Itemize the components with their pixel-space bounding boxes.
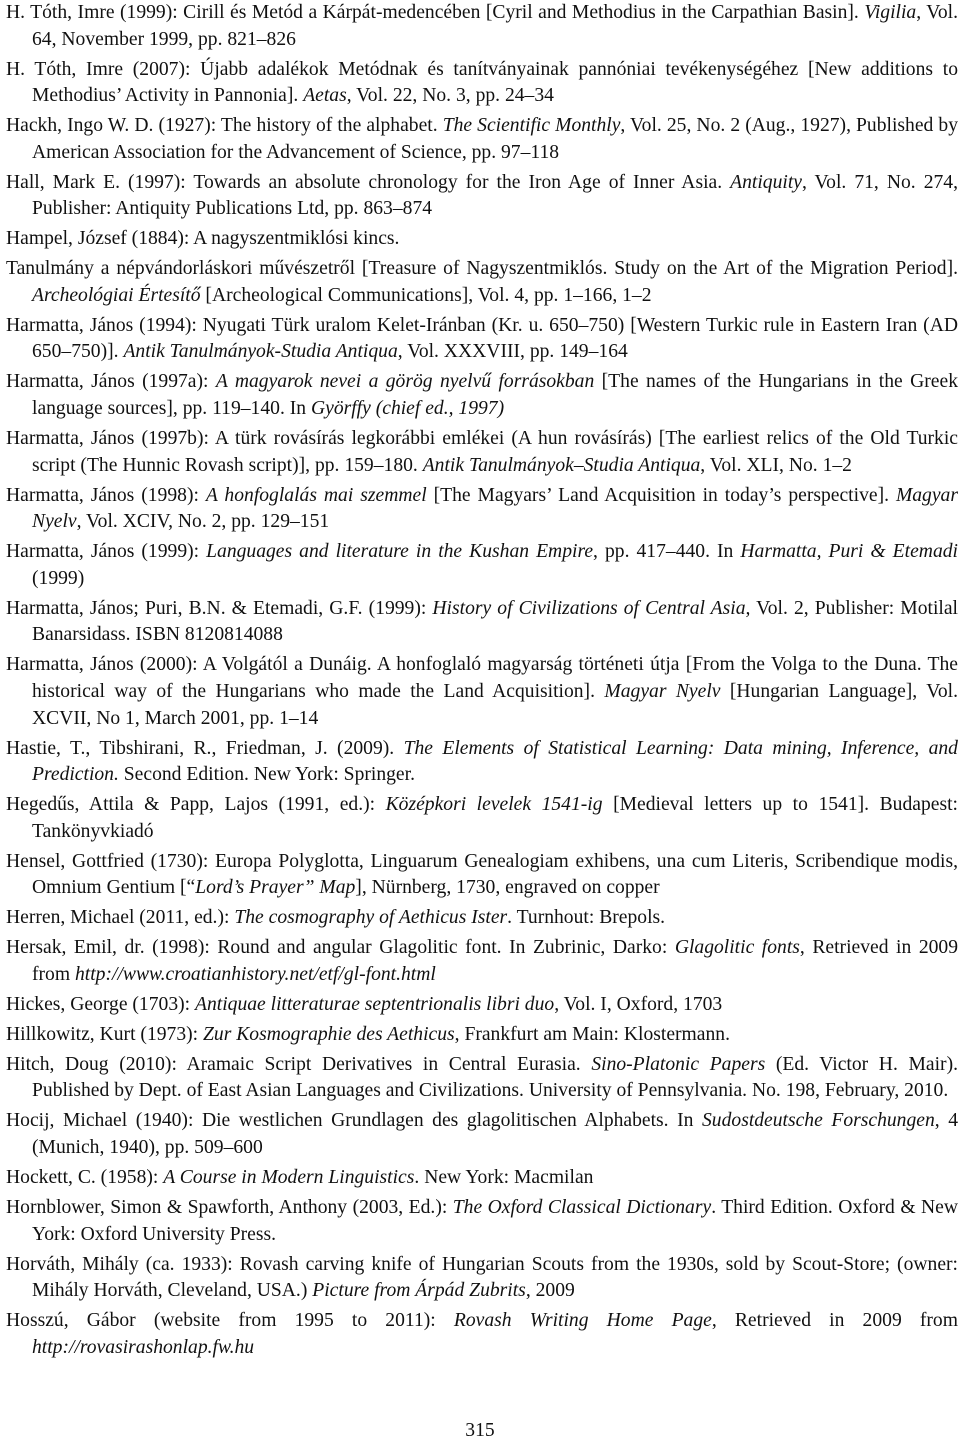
reference-italic-text: Sudostdeutsche Forschungen [702, 1110, 935, 1132]
reference-text: Hickes, George (1703): [6, 993, 195, 1015]
reference-text: H. Tóth, Imre (1999): Cirill és Metód a Kárpát-medencében [Cyril and Methodius in the Carpathian Basin]. [6, 2, 865, 23]
reference-entry [6, 256, 958, 309]
reference-entry [6, 935, 958, 988]
reference-text: Harmatta, János (2000): A Volgától a Dunáig. A honfoglaló magyarság történeti útja [From the Volga to the Duna. The historical way of the Hungarians who made the Land Acquisition]. [6, 654, 958, 702]
reference-italic-text: The cosmography of Aethicus Ister [234, 907, 508, 929]
reference-italic-text: Archeológiai Értesítő [32, 284, 201, 306]
reference-text: Second Edition. New York: Springer. [118, 764, 415, 786]
reference-text: , Vol. XXXVIII, pp. 149–164 [397, 341, 628, 363]
reference-entry [6, 0, 958, 53]
reference-text: , Vol. 64, November 1999, pp. 821–826 [32, 2, 958, 50]
reference-italic-text: Antik Tanulmányok-Studia Antiqua [123, 341, 398, 363]
reference-text: Harmatta, János; Puri, B.N. & Etemadi, G.F. (1999): [6, 597, 433, 619]
reference-italic-text: Antiquae litteraturae septentrionalis libri duo [195, 993, 555, 1015]
reference-italic-text: http://rovasirashonlap.fw.hu [32, 1336, 255, 1358]
reference-text: Horváth, Mihály (ca. 1933): Rovash carving knife of Hungarian Scouts from the 1930s, sold by Scout-Store; (owner: Mihály Horváth, Cleveland, USA.) [6, 1253, 958, 1302]
reference-entry [6, 539, 958, 592]
reference-italic-text: A magyarok nevei a görög nyelvű forrásokban [215, 371, 595, 393]
reference-entry [6, 170, 958, 223]
reference-entry [6, 1022, 958, 1049]
reference-text: Tanulmány a népvándorláskori művészetről [Treasure of Nagyszentmiklós. Study on the Art of the Migration Period]. [6, 258, 958, 280]
reference-italic-text: Sino-Platonic Papers [591, 1053, 766, 1075]
reference-italic-text: Harmatta, Puri & Etemadi [740, 541, 958, 563]
reference-italic-text: Györffy (chief ed., 1997) [310, 398, 505, 420]
reference-text: Herren, Michael (2011, ed.): [6, 907, 235, 929]
reference-text: . New York: Macmilan [414, 1166, 594, 1188]
reference-entry [6, 483, 958, 536]
reference-italic-text: The Elements of Statistical Learning: Data mining, Inference, and Prediction. [32, 737, 958, 786]
reference-italic-text: Magyar Nyelv [604, 680, 721, 702]
reference-entry [6, 1052, 958, 1105]
reference-italic-text: Languages and literature in the Kushan Empire [206, 541, 594, 563]
reference-list [6, 0, 958, 1365]
reference-italic-text: Antiquity [730, 171, 802, 193]
reference-text: [The Magyars’ Land Acquisition in today’s perspective]. [426, 484, 896, 506]
reference-text: Hosszú, Gábor (website from 1995 to 2011): [6, 1310, 454, 1332]
reference-text: [The names of the Hungarians in the Greek language sources], pp. 119–140. In [32, 371, 958, 420]
reference-text: , Vol. XCIV, No. 2, pp. 129–151 [76, 511, 330, 533]
reference-entry [6, 1252, 958, 1305]
reference-entry [6, 113, 958, 166]
reference-italic-text: Lord’s Prayer” Map [195, 877, 356, 899]
reference-text: Harmatta, János (1997b): A türk rovásírás legkorábbi emlékei (A hun rovásírás) [The earliest relics of the Old Turkic script (The Hunnic Rovash script)], pp. 159–180. [6, 428, 958, 476]
reference-entry [6, 57, 958, 110]
reference-entry [6, 1108, 958, 1161]
reference-text: , Vol. XLI, No. 1–2 [700, 454, 852, 476]
reference-italic-text: History of Civilizations of Central Asia, [432, 597, 751, 619]
reference-text: Hastie, T., Tibshirani, R., Friedman, J. (2009). [6, 737, 404, 759]
reference-text: , Vol. 71, No. 274, Publisher: Antiquity Publications Ltd, pp. 863–874 [32, 171, 958, 220]
reference-text: [Archeological Communications], Vol. 4, pp. 1–166, 1–2 [200, 284, 652, 306]
reference-text: H. Tóth, Imre (2007): Újabb adalékok Metódnak és tanítványainak pannóniai tevékenységéhez [New additions to Methodius’ Activity in Pannonia]. [6, 58, 958, 107]
reference-italic-text: Magyar Nyelv [32, 484, 958, 533]
reference-text: Hockett, C. (1958): [6, 1166, 164, 1188]
reference-italic-text: A honfoglalás mai szemmel [205, 484, 427, 506]
reference-italic-text: Glagolitic fonts [674, 937, 800, 959]
reference-entry [6, 596, 958, 649]
reference-text: (1999) [32, 567, 85, 589]
reference-text: , Retrieved in 2009 from [711, 1310, 958, 1332]
reference-text: , 2009 [525, 1280, 575, 1302]
reference-text: ], Nürnberg, 1730, engraved on copper [355, 877, 660, 899]
reference-text: Hersak, Emil, dr. (1998): Round and angular Glagolitic font. In Zubrinic, Darko: [6, 937, 675, 959]
page-number: 315 [465, 1420, 495, 1441]
reference-text: Harmatta, János (1998): [6, 484, 206, 506]
reference-text: [Medieval letters up to 1541]. Budapest: Tankönyvkiadó [32, 794, 958, 842]
reference-entry [6, 313, 958, 366]
reference-text: Hocij, Michael (1940): Die westlichen Grundlagen des glagolitischen Alphabets. In [6, 1110, 702, 1132]
reference-text: Hall, Mark E. (1997): Towards an absolute chronology for the Iron Age of Inner Asia. [6, 171, 731, 193]
reference-text: , pp. 417–440. In [593, 541, 741, 563]
reference-entry [6, 1195, 958, 1248]
reference-entry [6, 736, 958, 789]
reference-text: Hillkowitz, Kurt (1973): [6, 1023, 203, 1045]
reference-italic-text: Aetas [303, 85, 347, 107]
reference-italic-text: Zur Kosmographie des Aethicus [203, 1023, 455, 1045]
reference-entry [6, 792, 958, 845]
reference-text: , Retrieved in 2009 from [32, 937, 959, 985]
reference-italic-text: The Scientific Monthly [442, 115, 621, 137]
reference-entry [6, 905, 958, 932]
reference-italic-text: The Oxford Classical Dictionary [452, 1196, 712, 1218]
reference-entry [6, 369, 958, 422]
reference-italic-text: Picture from Árpád Zubrits [312, 1280, 526, 1302]
reference-text: Harmatta, János (1994): Nyugati Türk uralom Kelet-Iránban (Kr. u. 650–750) [Western Turkic rule in Eastern Iran (AD 650–750)]. [6, 314, 958, 363]
reference-text: Harmatta, János (1999): [6, 541, 207, 563]
reference-text: . Third Edition. Oxford & New York: Oxford University Press. [32, 1196, 959, 1245]
reference-text: Vol. 2, Publisher: Motilal Banarsidass. ISBN 8120814088 [32, 597, 958, 646]
reference-text: , Vol. 22, No. 3, pp. 24–34 [346, 85, 554, 107]
reference-text: Hegedűs, Attila & Papp, Lajos (1991, ed.): [6, 794, 386, 816]
reference-text: Hensel, Gottfried (1730): Europa Polyglotta, Linguarum Genealogiam exhibens, una cum Literis, Scribendique modis, Omnium Gentium [“ [6, 850, 958, 899]
reference-entry [6, 1308, 958, 1361]
reference-text: (Ed. Victor H. Mair). Published by Dept. of East Asian Languages and Civilizations. University of Pennsylvania. No. 198, February, 2010. [32, 1053, 958, 1102]
reference-italic-text: Vigilia [864, 2, 917, 23]
reference-entry [6, 849, 958, 902]
reference-text: . Turnhout: Brepols. [507, 907, 666, 929]
reference-entry [6, 1165, 958, 1192]
reference-text: Hitch, Doug (2010): Aramaic Script Derivatives in Central Eurasia. [6, 1053, 592, 1075]
reference-text: Hornblower, Simon & Spawforth, Anthony (2003, Ed.): [6, 1196, 453, 1218]
reference-italic-text: Középkori levelek 1541-ig [385, 794, 603, 816]
reference-entry [6, 426, 958, 479]
reference-italic-text: Antik Tanulmányok–Studia Antiqua [422, 454, 701, 476]
reference-text: Harmatta, János (1997a): [6, 371, 216, 393]
reference-text: [Hungarian Language], Vol. XCVII, No 1, March 2001, pp. 1–14 [32, 680, 959, 729]
reference-italic-text: Rovash Writing Home Page [453, 1310, 712, 1332]
reference-italic-text: http://www.croatianhistory.net/etf/gl-font.html [75, 963, 436, 985]
reference-entry [6, 992, 958, 1019]
reference-text: , Frankfurt am Main: Klostermann. [454, 1023, 730, 1045]
reference-text: , Vol. 25, No. 2 (Aug., 1927), Published by American Association for the Advancement of Science, pp. 97–118 [32, 115, 958, 163]
reference-italic-text: A Course in Modern Linguistics [163, 1166, 415, 1188]
reference-text: , 4 (Munich, 1940), pp. 509–600 [32, 1110, 958, 1158]
reference-text: Hackh, Ingo W. D. (1927): The history of the alphabet. [6, 115, 443, 137]
reference-entry [6, 226, 958, 253]
reference-text: , Vol. I, Oxford, 1703 [554, 993, 723, 1015]
reference-text: Hampel, József (1884): A nagyszentmiklósi kincs. [6, 228, 400, 250]
reference-entry [6, 652, 958, 732]
